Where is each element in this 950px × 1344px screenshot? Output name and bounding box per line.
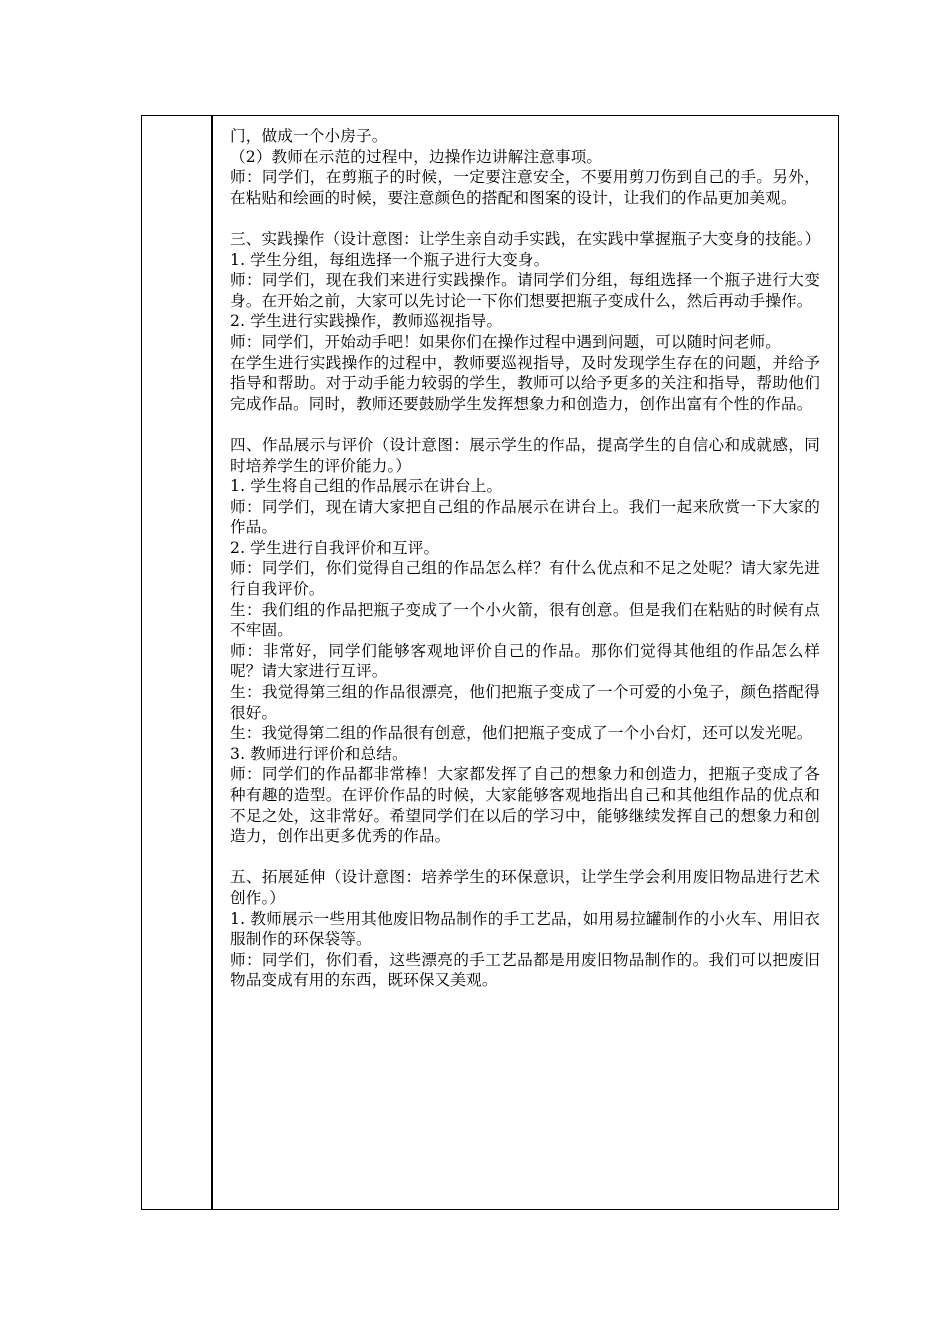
paragraph: 1. 学生分组，每组选择一个瓶子进行大变身。	[230, 250, 550, 269]
paragraph: 3. 教师进行评价和总结。	[230, 744, 408, 763]
blank-line	[230, 414, 820, 435]
paragraph: 师：同学们，你们觉得自己组的作品怎么样？有什么优点和不足之处呢？请大家先进行自我评价。	[230, 559, 820, 599]
section-heading-practice: 三、实践操作（设计意图：让学生亲自动手实践，在实践中掌握瓶子大变身的技能。）	[230, 229, 821, 248]
paragraph: 门，做成一个小房子。	[230, 127, 388, 145]
column-divider	[212, 116, 213, 1209]
blank-line	[230, 208, 820, 229]
paragraph: 师：同学们，现在我们来进行实践操作。请同学们分组，每组选择一个瓶子进行大变身。在开始之前，大家可以先讨论一下你们想要把瓶子变成什么，然后再动手操作。	[230, 271, 820, 310]
paragraph: 1. 学生将自己组的作品展示在讲台上。	[230, 477, 503, 496]
lesson-plan-table	[141, 115, 839, 1210]
paragraph: 在学生进行实践操作的过程中，教师要巡视指导，及时发现学生存在的问题，并给予指导和帮助。对于动手能力较弱的学生，教师可以给予更多的关注和指导，帮助他们完成作品。同时，教师还要鼓励学生发挥想象力和创造力，创作出富有个性的作品。	[230, 353, 820, 413]
blank-line	[230, 847, 820, 868]
paragraph: 师：同学们，你们看，这些漂亮的手工艺品都是用废旧物品制作的。我们可以把废旧物品变成有用的东西，既环保又美观。	[230, 950, 820, 990]
section-heading-showcase: 四、作品展示与评价（设计意图：展示学生的作品，提高学生的自信心和成就感，同时培养学生的评价能力。）	[230, 435, 820, 475]
paragraph: 生：我们组的作品把瓶子变成了一个小火箭，很有创意。但是我们在粘贴的时候有点不牢固。	[230, 600, 820, 640]
paragraph: 2. 学生进行实践操作，教师巡视指导。	[230, 312, 503, 331]
paragraph: 2. 学生进行自我评价和互评。	[230, 538, 440, 557]
paragraph: 1. 教师展示一些用其他废旧物品制作的手工艺品，如用易拉罐制作的小火车、用旧衣服制作的环保袋等。	[230, 909, 820, 949]
content-cell	[230, 126, 820, 991]
paragraph: （2）教师在示范的过程中，边操作边讲解注意事项。	[230, 147, 603, 166]
paragraph: 生：我觉得第二组的作品很有创意，他们把瓶子变成了一个小台灯，还可以发光呢。	[230, 724, 813, 743]
label-column	[142, 116, 212, 1209]
section-heading-extension: 五、拓展延伸（设计意图：培养学生的环保意识，让学生学会利用废旧物品进行艺术创作。）	[230, 868, 820, 907]
paragraph: 生：我觉得第三组的作品很漂亮，他们把瓶子变成了一个可爱的小兔子，颜色搭配得很好。	[230, 683, 820, 722]
paragraph: 师：同学们，在剪瓶子的时候，一定要注意安全，不要用剪刀伤到自己的手。另外，在粘贴和绘画的时候，要注意颜色的搭配和图案的设计，让我们的作品更加美观。	[230, 168, 820, 207]
paragraph: 师：同学们的作品都非常棒！大家都发挥了自己的想象力和创造力，把瓶子变成了各种有趣的造型。在评价作品的时候，大家能够客观地指出自己和其他组作品的优点和不足之处，这非常好。希望同学们在以后的学习中，能够继续发挥自己的想象力和创造力，创作出更多优秀的作品。	[230, 765, 820, 846]
paragraph: 师：同学们，开始动手吧！如果你们在操作过程中遇到问题，可以随时问老师。	[230, 332, 782, 351]
paragraph: 师：同学们，现在请大家把自己组的作品展示在讲台上。我们一起来欣赏一下大家的作品。	[230, 497, 820, 537]
paragraph: 师：非常好，同学们能够客观地评价自己的作品。那你们觉得其他组的作品怎么样呢？请大家进行互评。	[230, 641, 820, 681]
